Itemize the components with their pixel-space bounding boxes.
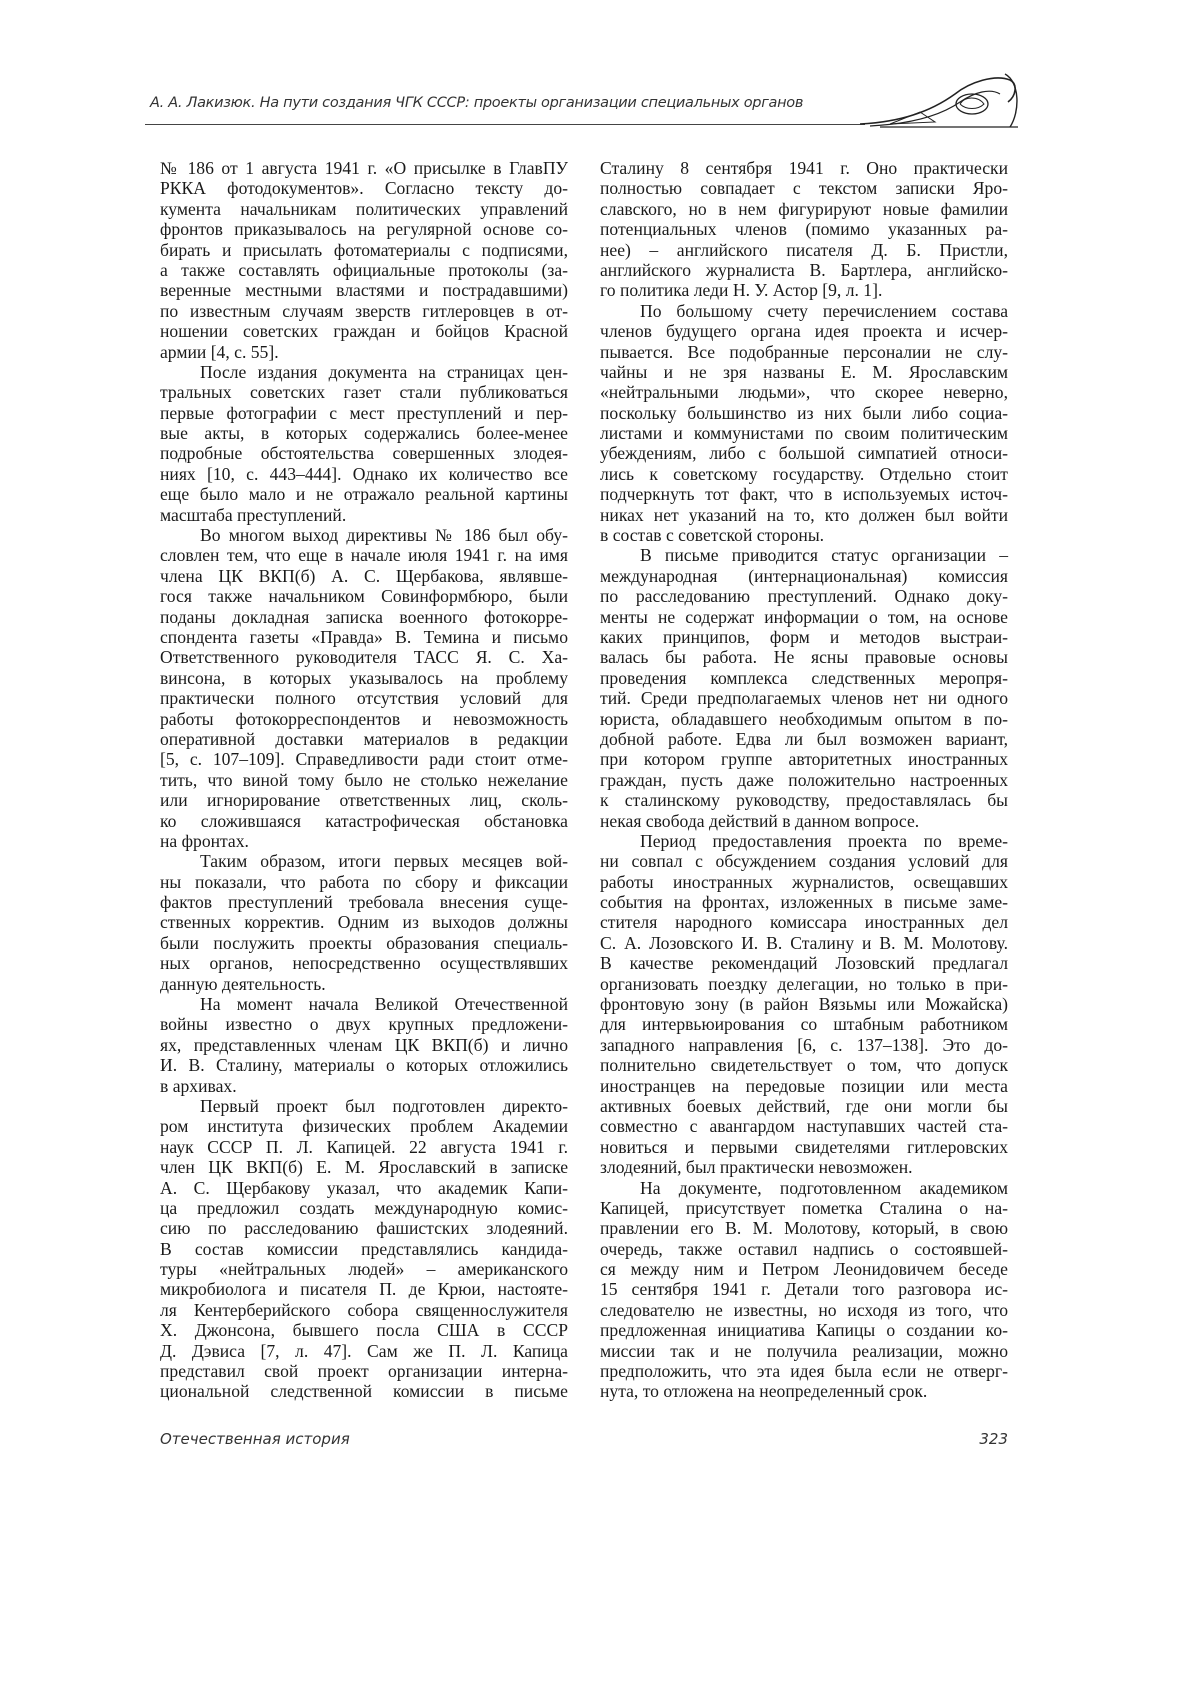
text-line: потенциальных членов (помимо указанных ра- [600, 219, 1008, 239]
text-line: чайны и не зря названы Е. М. Ярославским [600, 362, 1008, 382]
text-line: следователю не известны, но исходя из того, что [600, 1300, 1008, 1320]
art-nouveau-ornament-icon [860, 72, 1020, 132]
text-line: Ответственного руководителя ТАСС Я. С. Ха- [160, 647, 568, 667]
text-line: члена ЦК ВКП(б) А. С. Щербакова, являвше- [160, 566, 568, 586]
text-line: спондента газеты «Правда» В. Темина и письмо [160, 627, 568, 647]
text-line: были послужить проекты образования специаль- [160, 933, 568, 953]
text-line: членов будущего органа идея проекта и исчер- [600, 321, 1008, 341]
text-line: № 186 от 1 августа 1941 г. «О присылке в ГлавПУ [160, 158, 568, 178]
text-line: В качестве рекомендаций Лозовский предлагал [600, 953, 1008, 973]
text-line: славского, но в нем фигурируют новые фамилии [600, 199, 1008, 219]
text-line: новиться и первыми свидетелями гитлеровских [600, 1137, 1008, 1157]
text-line: фактов преступлений требовала внесения суще- [160, 892, 568, 912]
text-line: еще было мало и не отражало реальной картины [160, 484, 568, 504]
text-line: а также составлять официальные протоколы (за- [160, 260, 568, 280]
text-line: ношении советских граждан и бойцов Красной [160, 321, 568, 341]
text-line: представил свой проект организации интерна- [160, 1361, 568, 1381]
text-line: Капицей, присутствует пометка Сталина о на- [600, 1198, 1008, 1218]
text-line: пывается. Все подобранные персоналии не слу- [600, 342, 1008, 362]
text-line: ко сложившаяся катастрофическая обстановка [160, 811, 568, 831]
text-line: И. В. Сталину, материалы о которых отложились [160, 1055, 568, 1075]
text-line: проведения комплекса следственных меропря- [600, 668, 1008, 688]
header-rule [145, 124, 865, 125]
text-line: полностью совпадает с текстом записки Яро- [600, 178, 1008, 198]
text-line: оперативной доставки материалов в редакции [160, 729, 568, 749]
text-line: активных боевых действий, где они могли бы [600, 1096, 1008, 1116]
text-line: граждан, пусть даже положительно настроенных [600, 770, 1008, 790]
text-column-left [160, 158, 568, 1402]
text-line: наук СССР П. Л. Капицей. 22 августа 1941 г. [160, 1137, 568, 1157]
text-line: ля Кентерберийского собора священнослужителя [160, 1300, 568, 1320]
text-line: некая свобода действий в данном вопросе. [600, 811, 1008, 831]
text-line: ниях [10, с. 443–444]. Однако их количество все [160, 464, 568, 484]
text-line: ца предложил создать международную комис- [160, 1198, 568, 1218]
text-line: никах нет указаний на то, кто должен был войти [600, 505, 1008, 525]
text-line: Во многом выход директивы № 186 был обу- [160, 525, 568, 545]
text-line: Д. Дэвиса [7, л. 47]. Сам же П. Л. Капица [160, 1341, 568, 1361]
text-line: В состав комиссии представлялись кандида- [160, 1239, 568, 1259]
text-line: веренные местными властями и пострадавшими) [160, 280, 568, 300]
text-line: На документе, подготовленном академиком [600, 1178, 1008, 1198]
text-line: нута, то отложена на неопределенный срок. [600, 1381, 1008, 1401]
text-line: поданы докладная записка военного фотокорре- [160, 607, 568, 627]
text-line: совместно с авангардом наступавших частей ста- [600, 1116, 1008, 1136]
paragraph [160, 1096, 568, 1402]
text-line: РККА фотодокументов». Согласно тексту до- [160, 178, 568, 198]
text-line: фронтов приказывалось на регулярной основе со- [160, 219, 568, 239]
text-line: валась бы работа. Не ясны правовые основы [600, 647, 1008, 667]
text-line: С. А. Лозовского И. В. Сталину и В. М. Молотову. [600, 933, 1008, 953]
text-line: ях, представленных членам ЦК ВКП(б) и лично [160, 1035, 568, 1055]
paragraph [160, 158, 568, 362]
text-line: 15 сентября 1941 г. Детали того разговора ис- [600, 1279, 1008, 1299]
text-line: поскольку большинство из них были либо социа- [600, 403, 1008, 423]
text-line: бирать и присылать фотоматериалы с подписями, [160, 240, 568, 260]
text-line: Период предоставления проекта по време- [600, 831, 1008, 851]
text-line: сию по расследованию фашистских злодеяний. [160, 1218, 568, 1238]
text-line: микробиолога и писателя П. де Крюи, настояте- [160, 1279, 568, 1299]
text-line: винсона, в которых указывалось на проблему [160, 668, 568, 688]
text-line: тить, что виной тому было не столько нежелание [160, 770, 568, 790]
text-line: член ЦК ВКП(б) Е. М. Ярославский в записке [160, 1157, 568, 1177]
text-line: добной работе. Едва ли был возможен вариант, [600, 729, 1008, 749]
text-line: в состав с советской стороны. [600, 525, 1008, 545]
text-line: кумента начальникам политических управлений [160, 199, 568, 219]
text-line: По большому счету перечислением состава [600, 301, 1008, 321]
text-line: международная (интернациональная) комиссия [600, 566, 1008, 586]
paragraph [600, 158, 1008, 301]
text-line: полнительно свидетельствует о том, что допуск [600, 1055, 1008, 1075]
text-line: работы иностранных журналистов, освещавших [600, 872, 1008, 892]
text-line: организовать поездку делегации, но только в при- [600, 974, 1008, 994]
text-line: Сталину 8 сентября 1941 г. Оно практически [600, 158, 1008, 178]
text-line: события на фронтах, изложенных в письме заме- [600, 892, 1008, 912]
text-line: тий. Среди предполагаемых членов нет ни одного [600, 688, 1008, 708]
text-line: вые акты, в которых содержались более-менее [160, 423, 568, 443]
text-line: юриста, обладавшего необходимым опытом в по- [600, 709, 1008, 729]
text-line: по известным случаям зверств гитлеровцев в от- [160, 301, 568, 321]
text-line: предложенная инициатива Капицы о создании ко- [600, 1320, 1008, 1340]
page-number: 323 [970, 1430, 1008, 1448]
text-line: ственных корректив. Одним из выходов должны [160, 912, 568, 932]
text-line: к сталинскому руководству, предоставлялась бы [600, 790, 1008, 810]
text-column-right [600, 158, 1008, 1402]
text-line: ных органов, непосредственно осуществлявших [160, 953, 568, 973]
text-line: очередь, также оставил надпись о состоявшей- [600, 1239, 1008, 1259]
paragraph [600, 545, 1008, 830]
text-line: при котором группе авторитетных иностранных [600, 749, 1008, 769]
paragraph [160, 362, 568, 525]
text-line: Х. Джонсона, бывшего посла США в СССР [160, 1320, 568, 1340]
text-line: в архивах. [160, 1076, 568, 1096]
text-line: подробные обстоятельства совершенных злодея- [160, 443, 568, 463]
journal-name: Отечественная история [160, 1430, 350, 1448]
text-line: западного направления [6, с. 137–138]. Это до- [600, 1035, 1008, 1055]
paragraph [600, 301, 1008, 546]
text-line: каких принципов, форм и методов выстраи- [600, 627, 1008, 647]
text-line: злодеяний, был практически невозможен. [600, 1157, 1008, 1177]
text-line: первые фотографии с мест преступлений и пер- [160, 403, 568, 423]
text-line: ром института физических проблем Академии [160, 1116, 568, 1136]
text-line: масштаба преступлений. [160, 505, 568, 525]
text-line: предположить, что эта идея была если не отверг- [600, 1361, 1008, 1381]
text-line: менты не содержат информации о том, на основе [600, 607, 1008, 627]
text-line: иностранцев на передовые позиции или места [600, 1076, 1008, 1096]
text-line: фронтовую зону (в район Вязьмы или Можайска) [600, 994, 1008, 1014]
text-line: на фронтах. [160, 831, 568, 851]
text-line: армии [4, с. 55]. [160, 342, 568, 362]
text-line: [5, с. 107–109]. Справедливости ради стоит отме- [160, 749, 568, 769]
paragraph [160, 994, 568, 1096]
text-line: го политика леди Н. У. Астор [9, л. 1]. [600, 280, 1008, 300]
text-line: В письме приводится статус организации – [600, 545, 1008, 565]
text-line: Первый проект был подготовлен директо- [160, 1096, 568, 1116]
text-line: ни совпал с обсуждением создания условий для [600, 851, 1008, 871]
text-line: ны показали, что работа по сбору и фиксации [160, 872, 568, 892]
text-line: лись к советскому государству. Отдельно стоит [600, 464, 1008, 484]
text-line: На момент начала Великой Отечественной [160, 994, 568, 1014]
text-line: А. С. Щербакову указал, что академик Капи- [160, 1178, 568, 1198]
text-line: нее) – английского писателя Д. Б. Пристли, [600, 240, 1008, 260]
paragraph [600, 1178, 1008, 1402]
text-line: листами и коммунистами по своим политическим [600, 423, 1008, 443]
text-line: или игнорирование ответственных лиц, сколь- [160, 790, 568, 810]
text-line: для интервьюирования со штабным работником [600, 1014, 1008, 1034]
text-line: миссии так и не получила реализации, можно [600, 1341, 1008, 1361]
text-line: стителя народного комиссара иностранных дел [600, 912, 1008, 932]
text-line: словлен тем, что еще в начале июля 1941 г. на имя [160, 545, 568, 565]
text-line: убеждениям, либо с большой симпатией относи- [600, 443, 1008, 463]
running-title: А. А. Лакизюк. На пути создания ЧГК СССР: проекты организации специальных органов [150, 95, 803, 111]
text-line: гося также начальником Совинформбюро, были [160, 586, 568, 606]
paragraph [160, 851, 568, 994]
paragraph [160, 525, 568, 851]
text-line: ся между ним и Петром Леонидовичем беседе [600, 1259, 1008, 1279]
text-line: английского журналиста В. Бартлера, английско- [600, 260, 1008, 280]
text-line: После издания документа на страницах цен- [160, 362, 568, 382]
text-line: туры «нейтральных людей» – американского [160, 1259, 568, 1279]
text-line: «нейтральными людьми», что скорее неверно, [600, 382, 1008, 402]
text-line: циональной следственной комиссии в письме [160, 1381, 568, 1401]
text-line: войны известно о двух крупных предложени- [160, 1014, 568, 1034]
text-line: данную деятельность. [160, 974, 568, 994]
text-line: работы фотокорреспондентов и невозможность [160, 709, 568, 729]
paragraph [600, 831, 1008, 1178]
text-line: подчеркнуть тот факт, что в используемых источ- [600, 484, 1008, 504]
text-line: тральных советских газет стали публиковаться [160, 382, 568, 402]
text-line: по расследованию преступлений. Однако доку- [600, 586, 1008, 606]
text-line: Таким образом, итоги первых месяцев вой- [160, 851, 568, 871]
text-line: практически полного отсутствия условий для [160, 688, 568, 708]
text-line: правлении его В. М. Молотову, который, в свою [600, 1218, 1008, 1238]
